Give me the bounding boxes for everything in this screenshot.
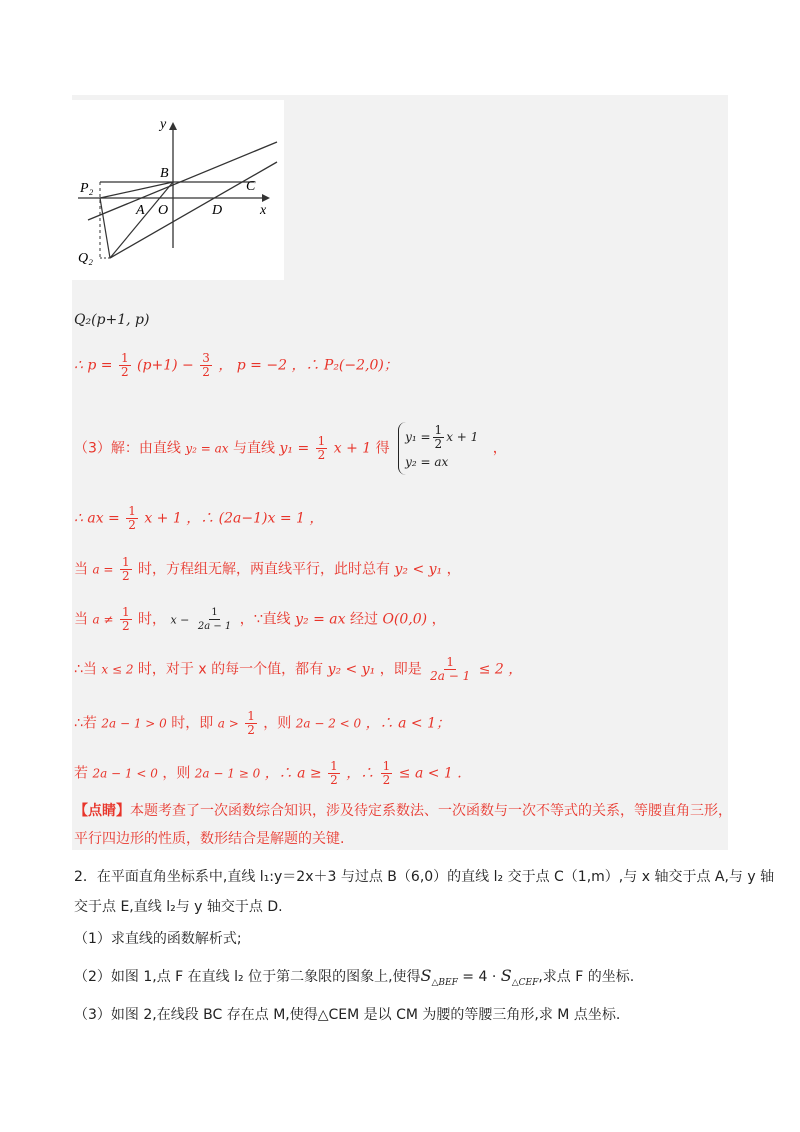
label-q2: Q₂ [78,251,93,266]
graph-svg [72,100,284,280]
line-ax: ∴ ax = $\frac{1}{2}$ x + 1 ，∴ (2a−1)x = 1 ， [74,504,324,532]
label-b: B [160,166,169,181]
problem2-stem-line1: 2．在平面直角坐标系中,直线 l₁:y＝2x＋3 与过点 B（6,0）的直线 l₂ 交于点 C（1,m）,与 x 轴交于点 A,与 y 轴 [74,869,775,885]
line-q2: Q₂(p+1, p) [74,312,150,328]
problem2-stem-line2: 交于点 E,直线 l₂与 y 轴交于点 D. [74,899,283,915]
line-if1: ∴若 2a − 1 > 0 时，即 a > $\frac{1}{2}$ ，则 2a − 2 < 0 ，∴ a < 1； [74,709,450,737]
line-case1: 当 a = $\frac{1}{2}$ 时，方程组无解，两直线平行，此时总有 y₂ < y₁ ， [74,555,461,583]
fraction: $\frac{1}{2}$ [120,351,129,379]
line-if2: 若 2a − 1 < 0 ，则 2a − 1 ≥ 0 ，∴ a ≥ $\frac{1}{2}$ ，∴ $\frac{1}{2}$ ≤ a < 1 . [74,759,462,787]
fraction: $\frac{1}{2}$ [330,759,338,787]
fraction: $\frac{1}{2}$ [382,759,391,787]
segment-p2q2 [100,198,110,258]
label-o: O [158,203,169,218]
label-y: y [160,117,167,132]
problem2-question1: （1）求直线的函数解析式; [74,931,242,947]
fraction: $\frac{3}{2}$ [202,351,210,379]
line-p-solve: ∴ p = $\frac{1}{2}$ (p+1) − $\frac{3}{2}$ ， p = −2 ，∴ P₂(−2,0)； [74,351,398,379]
equation-system: y₁ = $\frac{1}{2}$ x + 1 y₂ = ax [398,422,484,475]
fraction: $\frac{1}{2}$ [128,504,136,532]
fraction: $\frac{1}{2}$ [121,555,130,583]
fraction: $\frac{1}{2}$ [247,709,255,737]
problem2-question3: （3）如图 2,在线段 BC 存在点 M,使得△CEM 是以 CM 为腰的等腰三角形,求 M 点坐标. [74,1007,621,1023]
fraction: $\frac{1}{2a - 1}$ [430,655,471,683]
line-case2: 当 a ≠ $\frac{1}{2}$ 时， x − $\frac{1}{2a - 1}$ ，∵直线 y₂ = ax 经过 O(0,0) ， [74,605,446,633]
part3-line: （3）解：由直线 y₂ = ax 与直线 y₁ = $\frac{1}{2}$ x + 1 得 y₁ = $\frac{1}{2}$ x + 1 y₂ = ax ， [74,422,507,475]
label-d: D [212,203,223,218]
fraction: $\frac{1}{2}$ [121,605,130,633]
problem2-question2: （2）如图 1,点 F 在直线 l₂ 位于第二象限的图象上,使得$S_{\triangle BEF} = 4 \cdot S_{\triangle CEF}$,求点 F 的坐标. [74,966,635,988]
coordinate-figure [72,100,284,280]
label-a: A [136,203,145,218]
fraction: $\frac{1}{2a - 1}$ [197,607,232,632]
label-p2: P₂ [80,181,94,196]
line-x-cond: ∴当 x ≤ 2 时，对于 x 的每一个值，都有 y₂ < y₁ ，即是 $\frac{1}{2a - 1}$ ≤ 2 ， [74,655,523,683]
fraction: $\frac{1}{2}$ [317,434,326,462]
comment-line-2: 平行四边形的性质，数形结合是解题的关键. [74,831,345,847]
label-c: C [246,179,256,194]
comment-line-1: 【点睛】本题考查了一次函数综合知识，涉及待定系数法、一次函数与一次不等式的关系，等腰直角三形， [74,803,732,819]
label-x: x [260,203,267,218]
